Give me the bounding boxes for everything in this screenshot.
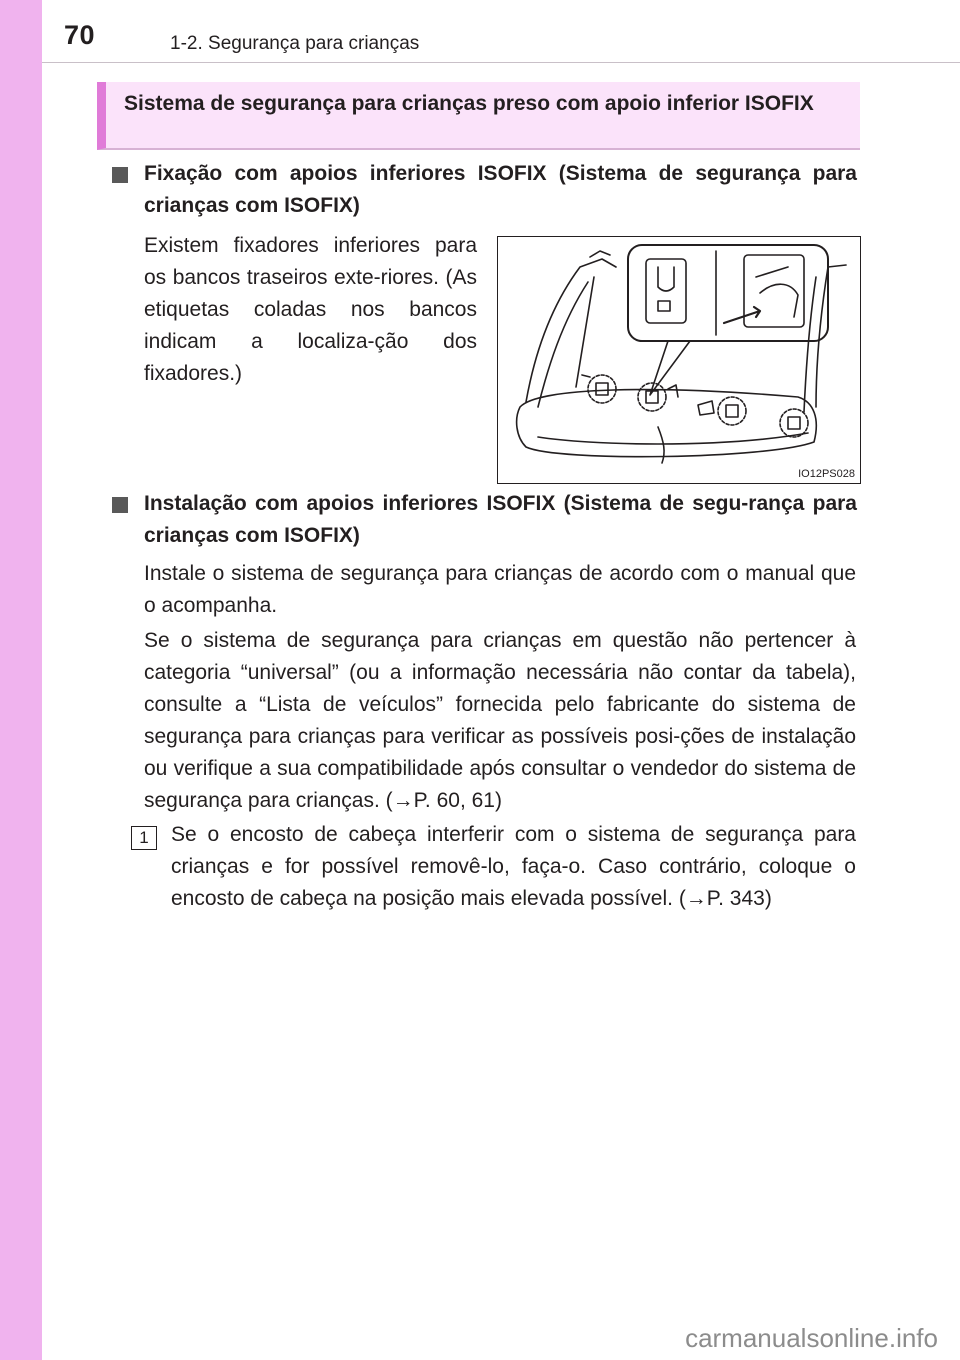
section-title: Sistema de segurança para crianças preso com apoio inferior ISOFIX <box>124 92 814 115</box>
section-title-box <box>97 82 860 150</box>
isofix-anchor-illustration <box>497 236 861 484</box>
page-number: 70 <box>64 20 96 50</box>
square-bullet-icon <box>112 497 128 513</box>
subsection-heading-text: Fixação com apoios inferiores ISOFIX (Sistema de segurança para crianças com ISOFIX) <box>144 162 857 217</box>
header-rule <box>42 62 960 63</box>
running-header: 1-2. Segurança para crianças <box>170 33 420 54</box>
watermark: carmanualsonline.info <box>685 1323 938 1353</box>
rear-seat-drawing <box>498 237 860 483</box>
square-bullet-icon <box>112 167 128 183</box>
figure-code: IO12PS028 <box>798 468 855 480</box>
installation-paragraph-2: Se o sistema de segurança para crianças em questão não pertencer à categoria “universal” (ou a informação necessária não contar da tabela), consulte a “Lista de veículos” fornecida pelo fabricante do sistema de segurança para crianças para verificar as possíveis posi-ções de instalação ou verifique a sua compatibilidade após consultar o vendedor do sistema de segurança para crianças. (→P. 60, 61) <box>144 629 856 812</box>
installation-paragraph-1: Instale o sistema de segurança para crianças de acordo com o manual que o acompanha. <box>144 562 856 617</box>
anchor-description: Existem fixadores inferiores para os bancos traseiros exte-riores. (As etiquetas coladas nos bancos indicam a localiza-ção dos fixadores.) <box>144 234 477 385</box>
step-1-text: Se o encosto de cabeça interferir com o sistema de segurança para crianças e for possível removê-lo, faça-o. Caso contrário, coloque o encosto de cabeça na posição mais elevada possível. (→P. 343) <box>171 823 856 910</box>
step-number-badge: 1 <box>131 826 157 850</box>
subsection-heading-text: Instalação com apoios inferiores ISOFIX (Sistema de segu-rança para crianças com ISOFIX) <box>144 492 857 547</box>
chapter-side-strip <box>0 0 42 1360</box>
